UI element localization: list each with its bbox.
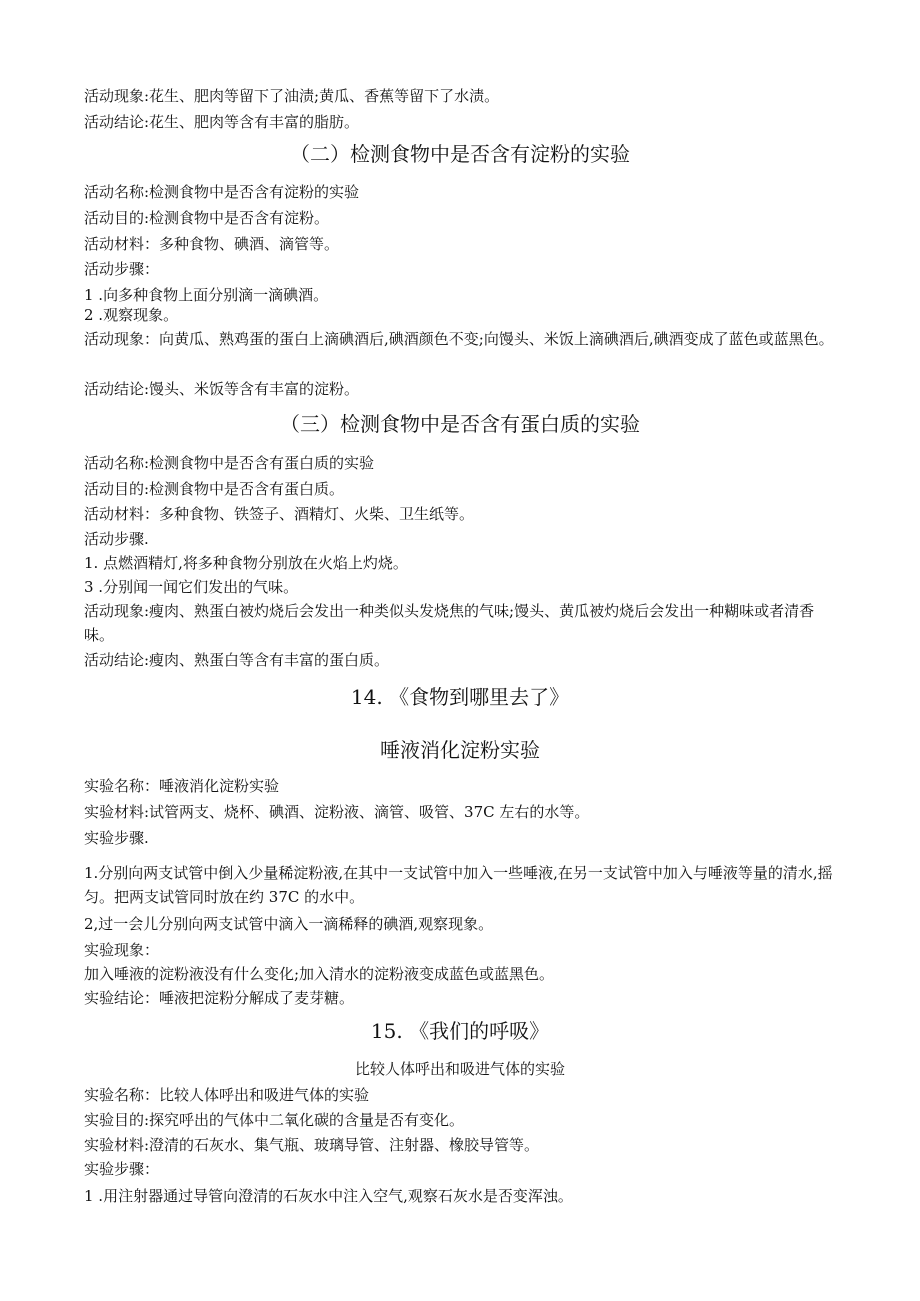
experiment-name-line: 实验名称：唾液消化淀粉实验 <box>84 777 280 795</box>
experiment-materials-line: 实验材料:澄清的石灰水、集气瓶、玻璃导管、注射器、橡胶导管等。 <box>84 1136 540 1154</box>
step-1-line: 1.分别向两支试管中倒入少量稀淀粉液,在其中一支试管中加入一些唾液,在另一支试管中加入与唾液等量的清水,摇匀。把两支试管同时放在约 37C 的水中。 <box>84 864 833 906</box>
experiment-purpose-line: 实验目的:探究呼出的气体中二氧化碳的含量是否有变化。 <box>84 1111 465 1129</box>
chapter-heading-15: 15. 《我们的呼吸》 <box>370 1019 550 1043</box>
step-1-line: 1 .用注射器通过导管向澄清的石灰水中注入空气,观察石灰水是否变浑浊。 <box>84 1187 573 1205</box>
experiment-conclusion-line: 实验结论：唾液把淀粉分解成了麦芽糖。 <box>84 989 355 1007</box>
experiment-materials-line: 实验材料:试管两支、烧杯、碘酒、淀粉液、滴管、吸管、37C 左右的水等。 <box>84 803 590 821</box>
experiment-name-line: 实验名称：比较人体呼出和吸进气体的实验 <box>84 1086 370 1104</box>
activity-conclusion-line: 活动结论:馒头、米饭等含有丰富的淀粉。 <box>84 380 360 398</box>
observation-line: 活动现象:花生、肥肉等留下了油渍;黄瓜、香蕉等留下了水渍。 <box>84 87 500 105</box>
activity-observation-line: 活动现象：向黄瓜、熟鸡蛋的蛋白上滴碘酒后,碘酒颜色不变;向馒头、米饭上滴碘酒后,碘酒变成了蓝色或蓝黑色。 <box>84 330 834 348</box>
activity-purpose-line: 活动目的:检测食物中是否含有蛋白质。 <box>84 480 345 498</box>
step-2-line: 2,过一会儿分别向两支试管中滴入一滴稀释的碘酒,观察现象。 <box>84 915 494 933</box>
section-heading-protein: （三）检测食物中是否含有蛋白质的实验 <box>280 412 640 436</box>
activity-observation-line: 活动现象:瘦肉、熟蛋白被灼烧后会发出一种类似头发烧焦的气味;馒头、黄瓜被灼烧后会发出一种糊味或者清香味。 <box>84 602 815 644</box>
activity-name-line: 活动名称:检测食物中是否含有蛋白质的实验 <box>84 454 375 472</box>
experiment-title-breathing: 比较人体呼出和吸进气体的实验 <box>354 1060 565 1078</box>
activity-purpose-line: 活动目的:检测食物中是否含有淀粉。 <box>84 209 330 227</box>
activity-conclusion-line: 活动结论:瘦肉、熟蛋白等含有丰富的蛋白质。 <box>84 651 390 669</box>
conclusion-line: 活动结论:花生、肥肉等含有丰富的脂肪。 <box>84 113 360 131</box>
chapter-heading-14: 14. 《食物到哪里去了》 <box>350 685 570 709</box>
experiment-observation-label: 实验现象： <box>84 941 160 959</box>
step-1-line: 1 .向多种食物上面分别滴一滴碘酒。 <box>84 286 329 304</box>
activity-materials-line: 活动材料：多种食物、碘酒、滴管等。 <box>84 235 340 253</box>
activity-materials-line: 活动材料：多种食物、铁签子、酒精灯、火柴、卫生纸等。 <box>84 505 475 523</box>
experiment-steps-label: 实验步骤： <box>84 1160 160 1178</box>
experiment-observation-line: 加入唾液的淀粉液没有什么变化;加入清水的淀粉液变成蓝色或蓝黑色。 <box>84 965 555 983</box>
activity-steps-label: 活动步骤： <box>84 260 160 278</box>
experiment-title-saliva: 唾液消化淀粉实验 <box>380 738 540 762</box>
activity-name-line: 活动名称:检测食物中是否含有淀粉的实验 <box>84 183 360 201</box>
step-1-line: 1. 点燃酒精灯,将多种食物分别放在火焰上灼烧。 <box>84 554 408 572</box>
step-3-line: 3 .分别闻一闻它们发出的气味。 <box>84 578 299 596</box>
experiment-steps-label: 实验步骤. <box>84 829 149 847</box>
activity-steps-label: 活动步骤. <box>84 530 149 548</box>
section-heading-starch: （二）检测食物中是否含有淀粉的实验 <box>290 142 630 166</box>
step-2-line: 2 .观察现象。 <box>84 306 179 324</box>
